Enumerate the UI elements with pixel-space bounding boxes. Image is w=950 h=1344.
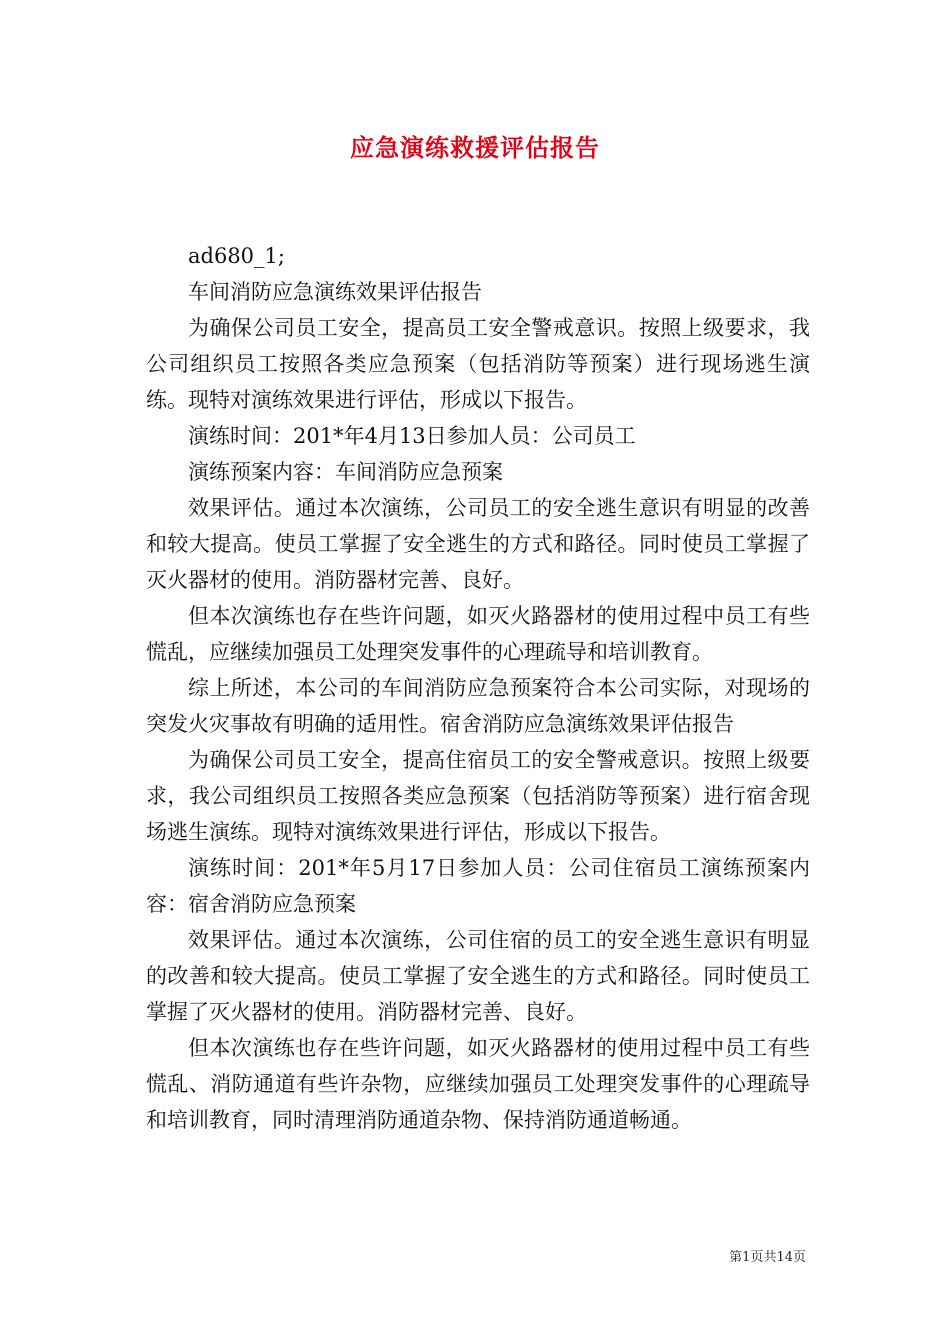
- paragraph-doc-code: ad680_1;: [188, 244, 285, 268]
- paragraph-workshop-intro: 为确保公司员工安全，提高员工安全警戒意识。按照上级要求，我公司组织员工按照各类应急预案（包括消防等预案）进行现场逃生演练。现特对演练效果进行评估，形成以下报告。: [146, 316, 810, 412]
- paragraph-workshop-report-heading: 车间消防应急演练效果评估报告: [188, 280, 482, 304]
- paragraph-dorm-time: 演练时间：201*年5月17日参加人员：公司住宿员工演练预案内容：宿舍消防应急预案: [146, 856, 810, 916]
- document-body: [146, 238, 810, 1138]
- paragraph-workshop-plan: 演练预案内容：车间消防应急预案: [188, 460, 503, 484]
- paragraph-workshop-issues: 但本次演练也存在些许问题，如灭火路器材的使用过程中员工有些慌乱，应继续加强员工处理突发事件的心理疏导和培训教育。: [146, 604, 810, 664]
- paragraph-dorm-intro: 为确保公司员工安全，提高住宿员工的安全警戒意识。按照上级要求，我公司组织员工按照各类应急预案（包括消防等预案）进行宿舍现场逃生演练。现特对演练效果进行评估，形成以下报告。: [146, 748, 810, 844]
- paragraph-workshop-summary: 综上所述，本公司的车间消防应急预案符合本公司实际，对现场的突发火灾事故有明确的适用性。宿舍消防应急演练效果评估报告: [146, 676, 810, 736]
- page-number: 第1页共14页: [729, 1250, 806, 1265]
- paragraph-workshop-time: 演练时间：201*年4月13日参加人员：公司员工: [188, 424, 636, 448]
- paragraph-dorm-evaluation: 效果评估。通过本次演练，公司住宿的员工的安全逃生意识有明显的改善和较大提高。使员工掌握了安全逃生的方式和路径。同时使员工掌握了灭火器材的使用。消防器材完善、良好。: [146, 928, 810, 1024]
- document-title: 应急演练救援评估报告: [350, 133, 600, 162]
- paragraph-dorm-issues: 但本次演练也存在些许问题，如灭火路器材的使用过程中员工有些慌乱、消防通道有些许杂物，应继续加强员工处理突发事件的心理疏导和培训教育，同时清理消防通道杂物、保持消防通道畅通。: [146, 1036, 810, 1132]
- paragraph-workshop-evaluation: 效果评估。通过本次演练，公司员工的安全逃生意识有明显的改善和较大提高。使员工掌握了安全逃生的方式和路径。同时使员工掌握了灭火器材的使用。消防器材完善、良好。: [146, 496, 810, 592]
